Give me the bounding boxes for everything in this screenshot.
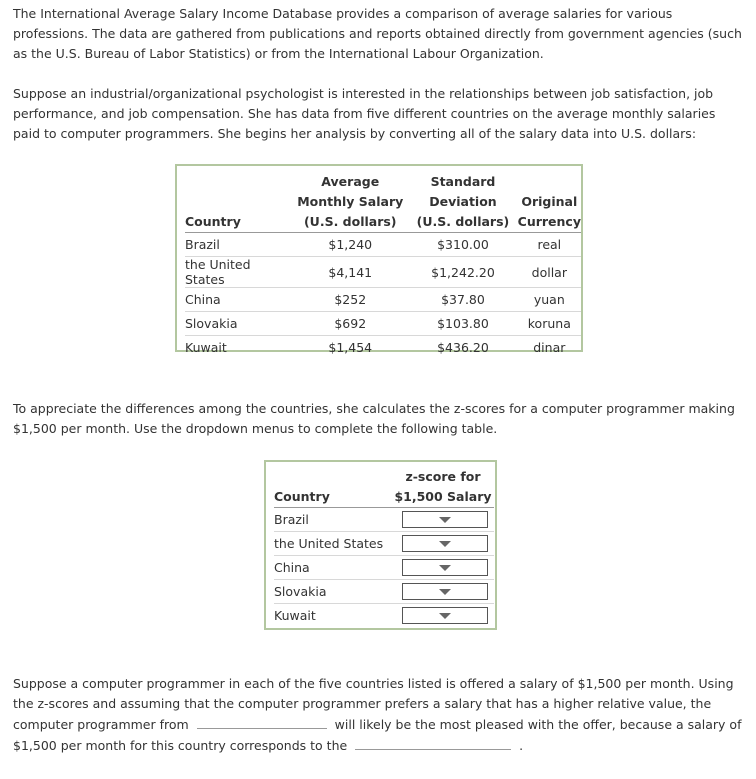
header-country: Country: [274, 489, 330, 504]
header-z-line2: $1,500 Salary: [394, 489, 492, 504]
table-row: [185, 233, 581, 257]
header-cur-line1: Original: [521, 194, 578, 209]
table-row: [274, 556, 494, 580]
instruction-paragraph: To appreciate the differences among the countries, she calculates the z-scores for a computer programmer making $1,500 per month. Use the dropdown menus to complete the following table.: [13, 401, 735, 436]
header-avg-line1: Average: [321, 174, 380, 189]
table-row: [185, 288, 581, 312]
cell-currency: dinar: [533, 340, 566, 355]
cell-sd: $1,242.20: [431, 264, 495, 280]
header-z-line1: z-score for: [405, 469, 481, 484]
zscore-dropdown-united-states[interactable]: [402, 535, 488, 552]
cell-avg: $1,240: [328, 237, 373, 252]
cell-country: China: [274, 560, 310, 575]
table-row: [274, 580, 494, 604]
cell-country: Kuwait: [185, 340, 227, 355]
question-text-part3: .: [519, 738, 524, 753]
intro-paragraph-2: Suppose an industrial/organizational psychologist is interested in the relationships between job satisfaction, job performance, and job compensation. She has data from five different countries on the average monthly salaries paid to computer programmers. She begins her analysis by converting all of the salary data into U.S. dollars:: [13, 86, 716, 141]
zscore-cell: [392, 580, 494, 604]
reason-answer-dropdown[interactable]: [355, 735, 511, 750]
header-cur-line2: Currency: [517, 214, 581, 229]
table-row: [185, 257, 581, 288]
cell-avg: $692: [334, 316, 367, 331]
cell-sd: $310.00: [437, 237, 489, 252]
header-currency: [518, 172, 581, 233]
cell-currency: koruna: [527, 316, 571, 331]
header-avg-line2: Monthly Salary: [297, 194, 404, 209]
cell-avg: $1,454: [328, 340, 373, 355]
cell-avg: $252: [334, 292, 367, 307]
zscore-dropdown-brazil[interactable]: [402, 511, 488, 528]
country-answer-dropdown[interactable]: [197, 714, 327, 729]
zscore-table: [264, 460, 497, 630]
header-sd-line3: (U.S. dollars): [416, 214, 510, 229]
chevron-down-icon: [439, 589, 451, 595]
table-row: [185, 312, 581, 336]
cell-country: Brazil: [274, 512, 309, 527]
salary-table-header-row: [185, 172, 581, 233]
question-text-part1: Suppose a computer programmer in each of the five countries listed is offered a salary of $1,500 per month. Using the z-scores and assuming that the computer programmer prefers a salary that has a higher relative value, the computer programmer from: [13, 676, 734, 732]
question-paragraph: [13, 674, 743, 756]
chevron-down-icon: [439, 613, 451, 619]
cell-currency: yuan: [533, 292, 565, 307]
table-row: [274, 532, 494, 556]
cell-avg: $4,141: [328, 264, 373, 280]
chevron-down-icon: [439, 517, 451, 523]
header-avg-line3: (U.S. dollars): [303, 214, 397, 229]
zscore-dropdown-china[interactable]: [402, 559, 488, 576]
cell-country: Kuwait: [274, 608, 316, 623]
salary-table: [175, 164, 583, 355]
table-row: [274, 508, 494, 532]
header-zscore: [392, 467, 494, 508]
header-avg-salary: [292, 172, 408, 233]
zscore-dropdown-slovakia[interactable]: [402, 583, 488, 600]
cell-sd: $103.80: [437, 316, 489, 331]
cell-sd: $436.20: [437, 340, 489, 355]
cell-country: the United States: [185, 257, 251, 287]
zscore-cell: [392, 556, 494, 580]
cell-country: the United States: [274, 536, 384, 551]
header-country: Country: [185, 214, 241, 229]
header-sd-line1: Standard: [430, 174, 496, 189]
table-row: [185, 336, 581, 360]
cell-country: China: [185, 292, 221, 307]
cell-currency: dollar: [531, 264, 567, 280]
question-text-part2: will likely be the most pleased with the offer, because a salary of $1,500 per month for this country corresponds to the: [13, 717, 742, 753]
zscore-table-header-row: [274, 467, 494, 508]
chevron-down-icon: [439, 541, 451, 547]
header-sd-line2: Deviation: [429, 194, 497, 209]
zscore-cell: [392, 604, 494, 628]
cell-country: Brazil: [185, 237, 220, 252]
cell-sd: $37.80: [441, 292, 485, 307]
intro-paragraph-1: The International Average Salary Income Database provides a comparison of average salaries for various professions. The data are gathered from publications and reports obtained directly from government agencies (such as the U.S. Bureau of Labor Statistics) or from the International Labour Organization.: [13, 6, 742, 61]
table-row: [274, 604, 494, 628]
cell-country: Slovakia: [185, 316, 238, 331]
header-std-dev: [408, 172, 517, 233]
zscore-cell: [392, 532, 494, 556]
zscore-dropdown-kuwait[interactable]: [402, 607, 488, 624]
chevron-down-icon: [439, 565, 451, 571]
zscore-cell: [392, 508, 494, 532]
cell-currency: real: [537, 237, 562, 252]
cell-country: Slovakia: [274, 584, 327, 599]
